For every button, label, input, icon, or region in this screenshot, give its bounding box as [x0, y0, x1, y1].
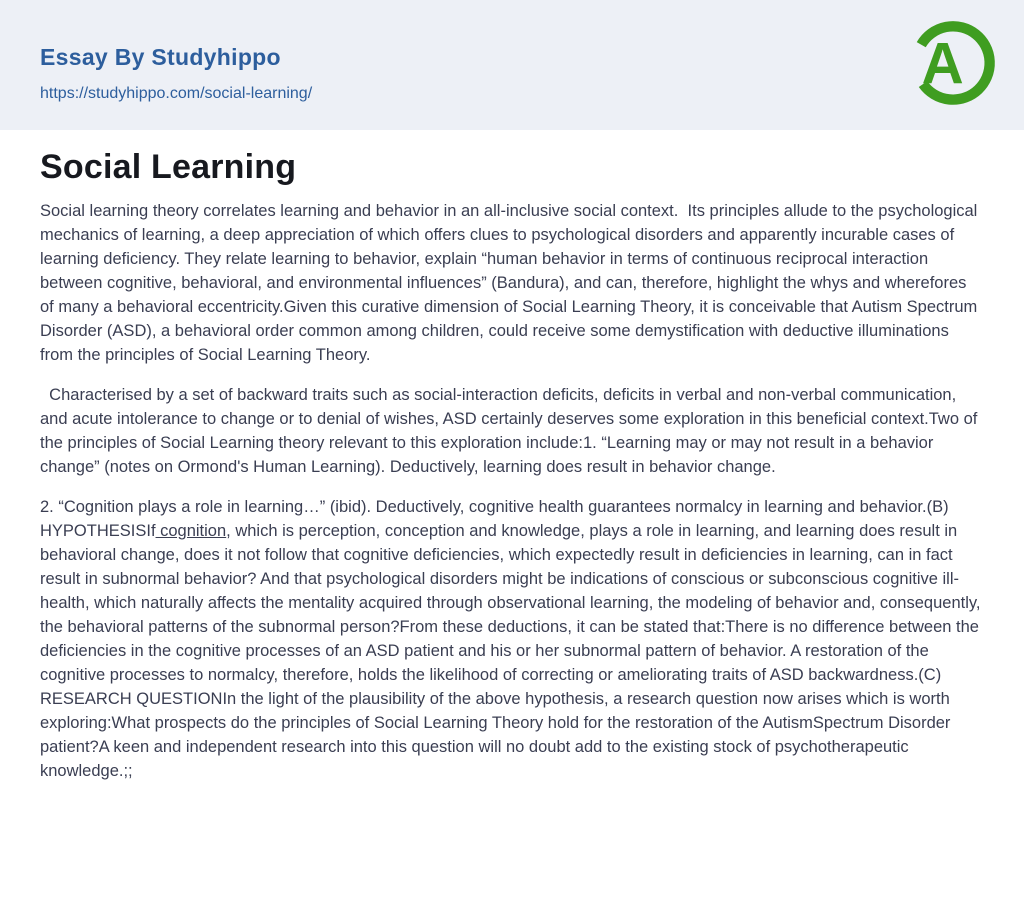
paragraph-3-text-continued: , which is perception, conception and knowledge, plays a role in learning, and learning does result in behavioral change, does it not follow that cognitive deficiencies, which expectedly result in deficiencies in learning, can in fact result in subnormal behavior? And that psychological disorders might be indications of conscious or subconscious cognitive ill-health, which naturally affects the mentality acquired through observational learning, the modeling of behavior and, consequently, the behavioral patterns of the subnormal person?From these deductions, it can be stated that:There is no difference between the deficiencies in the cognitive processes of an ASD patient and his or her subnormal pattern of behavior. A restoration of the cognitive processes to normalcy, therefore, holds the likelihood of correcting or ameliorating traits of ASD backwardness.(C) RESEARCH QUESTIONIn the light of the plausibility of the above hypothesis, a research question now arises which is worth exploring:What prospects do the principles of Social Learning Theory hold for the restoration of the AutismSpectrum Disorder patient?A keen and independent research into this question will no doubt add to the existing stock of psychotherapeutic knowledge.;;: [40, 522, 986, 780]
publisher-title: Essay By Studyhippo: [40, 44, 281, 70]
studyhippo-logo: [906, 16, 1000, 110]
source-url-link[interactable]: https://studyhippo.com/social-learning/: [40, 85, 313, 102]
cognition-underlined-text: cognition: [155, 522, 227, 540]
paragraph-3: [40, 495, 984, 783]
paragraph-2: Characterised by a set of backward traits such as social-interaction deficits, deficits in verbal and non-verbal communication, and acute intolerance to change or to denial of wishes, ASD certainly deserves some exploration in this beneficial context.Two of the principles of Social Learning theory relevant to this exploration include:1. “Learning may or may not result in a behavior change” (notes on Ormond's Human Learning). Deductively, learning does result in behavior change.: [40, 386, 982, 476]
logo-letter: A: [921, 31, 964, 97]
header: [0, 0, 1024, 130]
paragraph-1: Social learning theory correlates learning and behavior in an all-inclusive social context. Its principles allude to the psychological mechanics of learning, a deep appreciation of which offers clues to psychological disorders and apparently incurable cases of learning deficiency. They relate learning to behavior, explain “human behavior in terms of continuous reciprocal interaction between cognitive, behavioral, and environmental influences” (Bandura), and can, therefore, highlight the whys and wherefores of many a behavioral eccentricity.Given this curative dimension of Social Learning Theory, it is conceivable that Autism Spectrum Disorder (ASD), a behavioral order common among children, could receive some demystification with deductive illuminations from the principles of Social Learning Theory.: [40, 202, 982, 364]
article: [0, 130, 1024, 783]
logo-ring-icon: [906, 16, 1000, 110]
page-title: Social Learning: [40, 148, 297, 186]
paragraph-3-text: 2. “Cognition plays a role in learning…” (ibid). Deductively, cognitive health guarantees normalcy in learning and behavior.(B) HYPOTHESISIf: [40, 498, 954, 540]
